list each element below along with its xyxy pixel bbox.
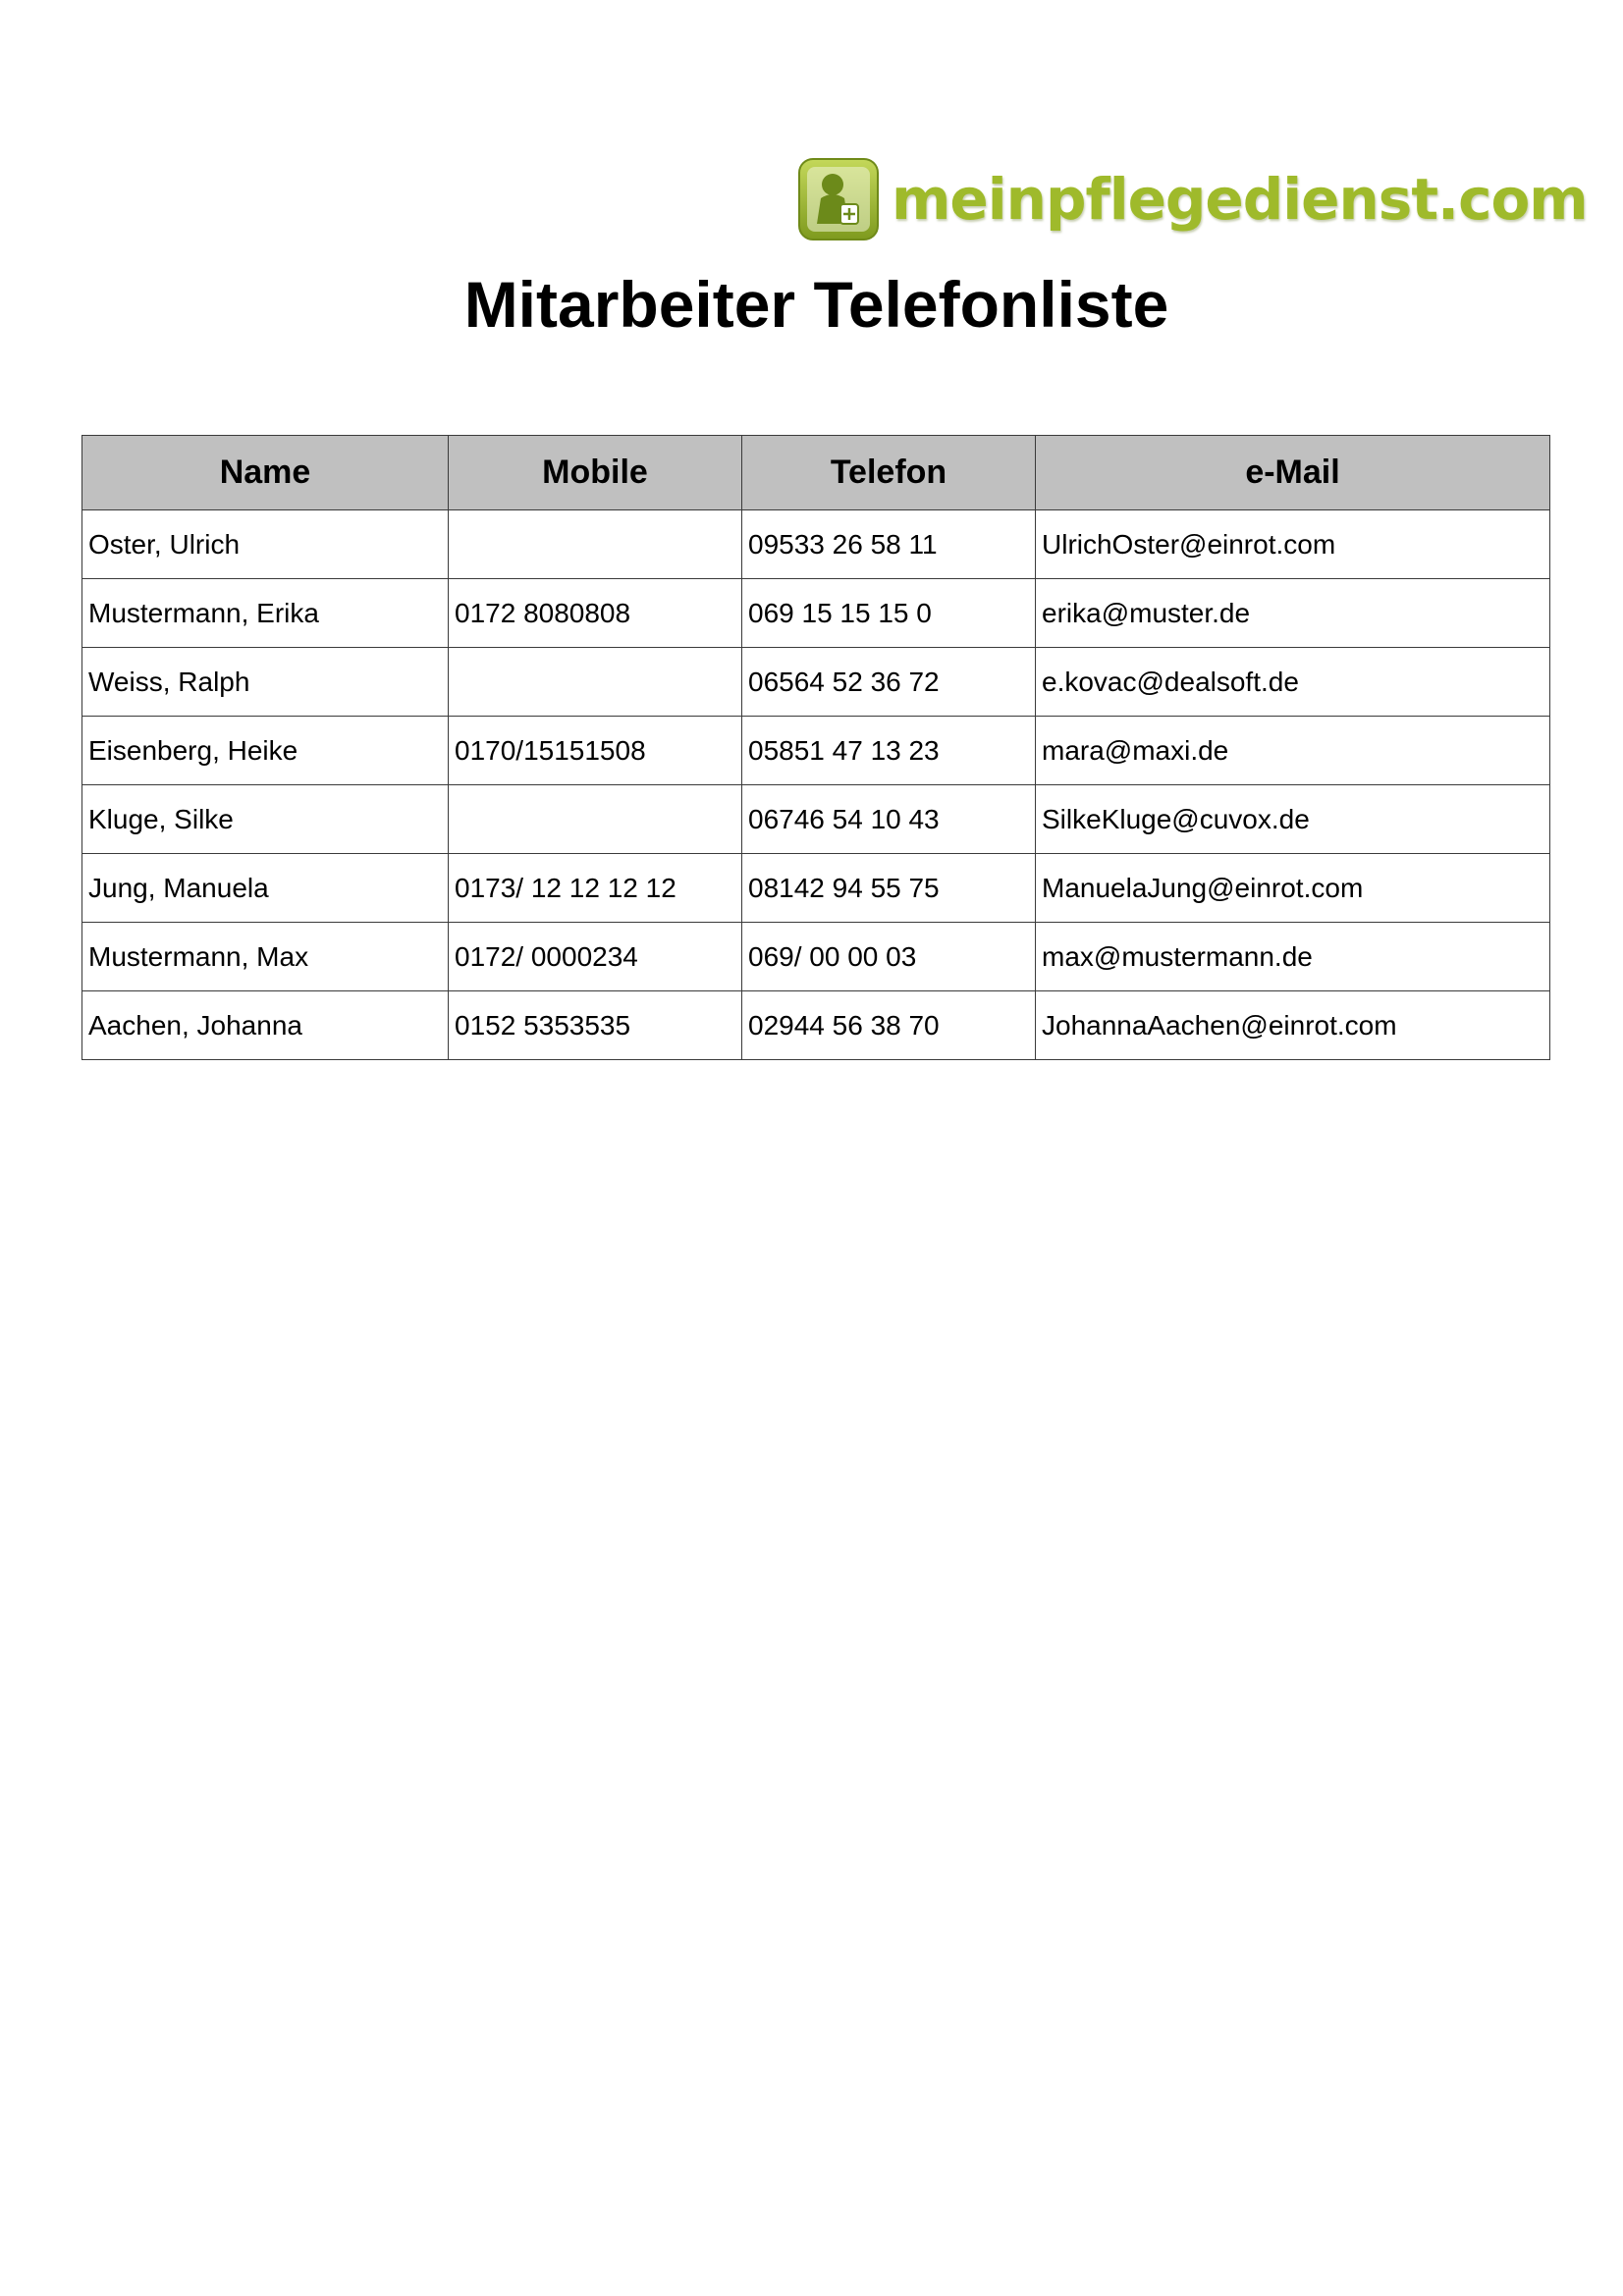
cell-name: Oster, Ulrich: [82, 510, 449, 579]
cell-telefon: 08142 94 55 75: [742, 854, 1036, 923]
cell-name: Jung, Manuela: [82, 854, 449, 923]
caregiver-logo-icon: [795, 155, 882, 243]
cell-telefon: 069 15 15 15 0: [742, 579, 1036, 648]
table-row: [82, 579, 1550, 648]
cell-telefon: 06564 52 36 72: [742, 648, 1036, 717]
cell-name: Kluge, Silke: [82, 785, 449, 854]
table-row: [82, 510, 1550, 579]
cell-telefon: 09533 26 58 11: [742, 510, 1036, 579]
table-row: [82, 785, 1550, 854]
logo-text: meinpflegedienst.com: [892, 165, 1588, 233]
table-row: [82, 648, 1550, 717]
cell-mobile: 0172 8080808: [449, 579, 742, 648]
cell-name: Aachen, Johanna: [82, 991, 449, 1060]
table-row: [82, 854, 1550, 923]
cell-name: Eisenberg, Heike: [82, 717, 449, 785]
cell-telefon: 06746 54 10 43: [742, 785, 1036, 854]
cell-email: SilkeKluge@cuvox.de: [1036, 785, 1550, 854]
cell-mobile: 0173/ 12 12 12 12: [449, 854, 742, 923]
cell-name: Weiss, Ralph: [82, 648, 449, 717]
cell-email: erika@muster.de: [1036, 579, 1550, 648]
cell-name: Mustermann, Erika: [82, 579, 449, 648]
cell-email: UlrichOster@einrot.com: [1036, 510, 1550, 579]
cell-telefon: 05851 47 13 23: [742, 717, 1036, 785]
cell-mobile: [449, 510, 742, 579]
cell-email: JohannaAachen@einrot.com: [1036, 991, 1550, 1060]
table-row: [82, 717, 1550, 785]
cell-email: mara@maxi.de: [1036, 717, 1550, 785]
column-header-name: Name: [82, 436, 449, 510]
cell-mobile: [449, 648, 742, 717]
cell-telefon: 02944 56 38 70: [742, 991, 1036, 1060]
cell-mobile: [449, 785, 742, 854]
table-header-row: [82, 436, 1550, 510]
cell-mobile: 0152 5353535: [449, 991, 742, 1060]
cell-email: ManuelaJung@einrot.com: [1036, 854, 1550, 923]
column-header-email: e-Mail: [1036, 436, 1550, 510]
logo: [795, 152, 1588, 245]
phone-list-table: [81, 435, 1550, 1060]
cell-email: max@mustermann.de: [1036, 923, 1550, 991]
table-row: [82, 923, 1550, 991]
page-title: Mitarbeiter Telefonliste: [463, 268, 1169, 341]
cell-telefon: 069/ 00 00 03: [742, 923, 1036, 991]
table-row: [82, 991, 1550, 1060]
column-header-telefon: Telefon: [742, 436, 1036, 510]
cell-email: e.kovac@dealsoft.de: [1036, 648, 1550, 717]
cell-mobile: 0172/ 0000234: [449, 923, 742, 991]
cell-mobile: 0170/15151508: [449, 717, 742, 785]
column-header-mobile: Mobile: [449, 436, 742, 510]
cell-name: Mustermann, Max: [82, 923, 449, 991]
